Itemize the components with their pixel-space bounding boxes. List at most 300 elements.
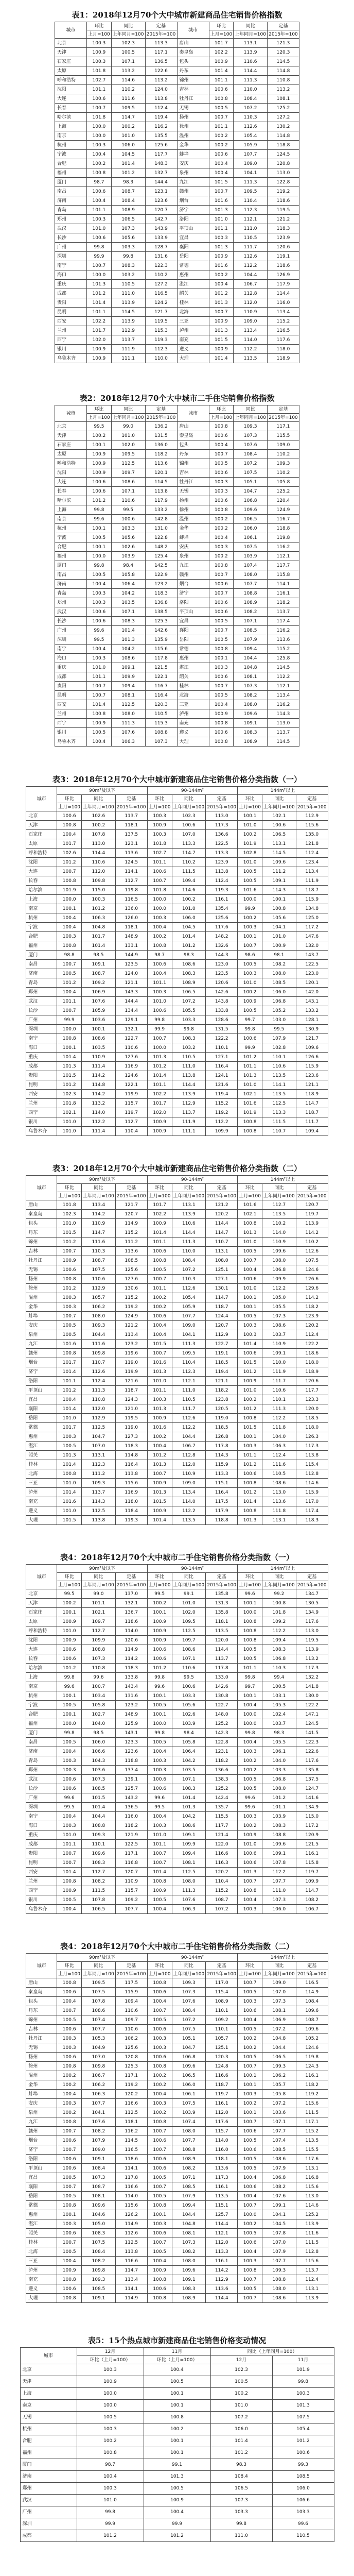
index-value: 105.2	[262, 1006, 296, 1015]
index-value: 110.4	[234, 196, 268, 206]
city-name: 金华	[177, 141, 209, 150]
city-name: 常德	[177, 261, 209, 270]
city-name: 西宁	[55, 335, 87, 345]
index-value: 110.9	[115, 1877, 147, 1886]
index-value: 112.2	[234, 345, 268, 354]
index-value: 126.0	[115, 913, 147, 923]
index-value: 100.1	[87, 524, 112, 533]
index-value: 125.3	[145, 617, 177, 626]
index-value: 104.8	[262, 2034, 296, 2043]
index-value: 108.7	[111, 187, 145, 196]
index-value: 108.5	[82, 2284, 116, 2294]
index-value: 100.9	[238, 997, 262, 1006]
table-row	[26, 1617, 328, 1626]
table-row	[55, 505, 299, 515]
index-value: 122.2	[206, 1034, 238, 1043]
table-row	[26, 1589, 328, 1599]
index-value: 100.6	[238, 2006, 262, 2015]
index-value: 99.6	[238, 1793, 262, 1803]
header-mom: 环比	[238, 1573, 262, 1581]
index-value: 113.9	[111, 317, 145, 326]
index-value: 125.6	[115, 1265, 147, 1275]
index-value: 109.0	[234, 159, 268, 168]
header-mom: 环比	[57, 795, 82, 803]
index-value: 117.7	[267, 561, 299, 570]
index-value: 104.1	[262, 2210, 296, 2219]
index-value: 100.1	[144, 2447, 210, 2459]
index-value: 106.2	[262, 2071, 296, 2080]
index-value: 111.3	[234, 178, 268, 187]
index-value: 101.1	[147, 1080, 172, 1090]
city-name: 大连	[26, 867, 57, 876]
table-row	[20, 2447, 334, 2459]
index-value: 131.6	[145, 252, 177, 261]
index-value: 100.6	[57, 1775, 82, 1784]
city-name: 兰州	[26, 1877, 57, 1886]
subheader-yoy: 上年同月=100	[172, 803, 206, 811]
index-value: 100.7	[147, 876, 172, 886]
table-row	[55, 308, 299, 317]
index-value: 107.1	[172, 1654, 206, 1664]
index-value: 100.9	[87, 450, 112, 459]
index-value: 123.6	[296, 1071, 328, 1080]
index-value: 101.1	[147, 1840, 172, 1849]
index-value: 131.6	[115, 1691, 147, 1701]
index-value: 110.4	[172, 1358, 206, 1367]
index-value: 107.4	[262, 2136, 296, 2145]
index-value: 101.5	[147, 1340, 172, 1349]
index-value: 101.3	[87, 280, 112, 289]
index-value: 105.8	[111, 570, 145, 580]
index-value: 113.0	[296, 1626, 328, 1636]
city-name: 天津	[26, 821, 57, 830]
index-value: 100.4	[147, 1747, 172, 1756]
city-name: 平顶山	[177, 224, 209, 233]
index-value: 106.5	[234, 515, 268, 524]
index-value: 111.0	[172, 1062, 206, 1071]
table-row	[26, 2238, 328, 2247]
subheader-mom: 上月=100	[238, 803, 262, 811]
table-row	[55, 94, 299, 104]
index-value: 107.7	[234, 150, 268, 159]
city-name: 吉林	[26, 1247, 57, 1256]
city-name: 北京	[26, 1589, 57, 1599]
index-value: 106.7	[82, 2071, 116, 2080]
table-row	[55, 39, 299, 48]
header-row	[26, 1573, 328, 1581]
subheader-yoy: 上年同月=100	[172, 1970, 206, 1978]
table-row	[55, 524, 299, 533]
index-value: 110.6	[115, 2025, 147, 2034]
index-value: 111.5	[172, 867, 206, 876]
index-value: 100.6	[238, 1275, 262, 1284]
table-row	[55, 317, 299, 326]
city-name: 北京	[55, 39, 87, 48]
subheader-fixed-base: 2015年=100	[296, 1581, 328, 1589]
index-value: 100.8	[147, 2201, 172, 2210]
index-value: 106.3	[82, 2090, 116, 2099]
index-value: 107.7	[82, 2025, 116, 2034]
index-value: 110.1	[262, 1053, 296, 1062]
index-value: 100.7	[209, 589, 234, 598]
index-value: 99.6	[147, 1793, 172, 1803]
index-value: 113.3	[172, 839, 206, 849]
city-name: 厦门	[26, 1728, 57, 1738]
index-value: 135.7	[206, 1803, 238, 1812]
table-row	[26, 2284, 328, 2294]
city-name: 北海	[177, 691, 209, 700]
index-value: 103.9	[172, 1719, 206, 1728]
index-value: 101.3	[144, 2471, 210, 2483]
index-value: 124.5	[115, 858, 147, 867]
city-name: 武汉	[55, 607, 87, 617]
header-fixed-base: 定基	[267, 405, 299, 414]
table-row	[26, 2025, 328, 2034]
table-row	[26, 1108, 328, 1117]
header-yoy: 同比	[262, 795, 296, 803]
index-value: 115.6	[115, 1479, 147, 1488]
index-value: 113.5	[262, 1071, 296, 1080]
index-value: 127.2	[267, 113, 299, 122]
index-value: 100.5	[147, 1265, 172, 1275]
index-value: 116.4	[115, 1460, 147, 1469]
table-row	[26, 1293, 328, 1302]
index-value: 100.7	[57, 1247, 82, 1256]
index-value: 100.8	[209, 719, 234, 728]
data-table	[55, 405, 299, 747]
index-value: 143.1	[296, 997, 328, 1006]
index-value: 103.5	[82, 1043, 116, 1053]
index-value: 114.7	[82, 1228, 116, 1238]
city-name: 桂林	[26, 1460, 57, 1469]
index-value: 100.6	[209, 150, 234, 159]
table-row	[55, 543, 299, 552]
table-row	[26, 1414, 328, 1423]
index-value: 106.0	[172, 913, 206, 923]
index-value: 141.6	[296, 1793, 328, 1803]
index-value: 101.2	[238, 1053, 262, 1062]
index-value: 109.1	[172, 2275, 206, 2284]
city-name: 无锡	[177, 487, 209, 496]
city-name: 呼和浩特	[55, 76, 87, 85]
index-value: 99.8	[272, 2376, 334, 2388]
index-value: 110.6	[234, 57, 268, 66]
index-value: 118.2	[206, 1756, 238, 1766]
index-value: 141.8	[296, 1682, 328, 1691]
index-value: 112.5	[262, 1099, 296, 1108]
index-value: 99.8	[238, 1728, 262, 1738]
index-value: 113.3	[206, 2247, 238, 2257]
index-value: 100.3	[238, 1321, 262, 1330]
index-value: 100.1	[57, 1710, 82, 1719]
index-value: 108.6	[172, 960, 206, 969]
index-value: 100.5	[238, 960, 262, 969]
index-value: 112.9	[296, 811, 328, 821]
index-value: 100.4	[57, 1812, 82, 1821]
index-value: 108.8	[234, 589, 268, 598]
index-value: 120.7	[296, 1200, 328, 1210]
index-value: 124.7	[296, 1784, 328, 1793]
index-value: 100.7	[147, 1849, 172, 1858]
index-value: 130.0	[296, 1691, 328, 1701]
index-value: 129.1	[115, 1015, 147, 1025]
table-row	[55, 645, 299, 654]
index-value: 113.1	[296, 2284, 328, 2294]
index-value: 99.7	[238, 1682, 262, 1691]
index-value: 100.8	[238, 1636, 262, 1645]
index-value: 100.9	[147, 1127, 172, 1136]
index-value: 114.0	[115, 2192, 147, 2201]
table-row	[26, 1358, 328, 1367]
index-value: 100.5	[147, 2015, 172, 2025]
city-name: 宜昌	[177, 233, 209, 243]
index-value: 102.7	[87, 76, 112, 85]
index-value: 100.7	[147, 2182, 172, 2192]
index-value: 116.5	[145, 289, 177, 298]
table-row	[55, 422, 299, 431]
index-value: 113.8	[172, 1071, 206, 1080]
index-value: 106.2	[82, 1302, 116, 1312]
index-value: 101.0	[238, 858, 262, 867]
header-yoy: 同比（上年同月=100）	[210, 2348, 334, 2356]
city-name: 石家庄	[26, 830, 57, 839]
index-value: 107.7	[172, 1312, 206, 1321]
index-value: 101.4	[87, 298, 112, 308]
index-value: 99.9	[87, 252, 112, 261]
city-name: 牡丹江	[177, 478, 209, 487]
city-name: 兰州	[26, 1099, 57, 1108]
index-value: 115.6	[115, 2201, 147, 2210]
index-value: 100.6	[209, 672, 234, 682]
index-value: 100.4	[57, 1395, 82, 1404]
index-value: 100.9	[147, 1479, 172, 1488]
index-value: 106.6	[82, 1747, 116, 1756]
city-name: 徐州	[177, 122, 209, 131]
index-value: 114.7	[172, 849, 206, 858]
index-value: 101.3	[209, 326, 234, 335]
table-row	[26, 1367, 328, 1377]
index-value: 108.2	[82, 1877, 116, 1886]
index-value: 99.8	[238, 1673, 262, 1682]
city-name: 银川	[26, 1117, 57, 1127]
index-value: 101.7	[209, 39, 234, 48]
index-value: 102.3	[57, 1210, 82, 1219]
header-city: 城市	[177, 22, 209, 39]
city-name: 平顶山	[177, 607, 209, 617]
index-value: 134.9	[296, 1803, 328, 1812]
index-value: 117.1	[115, 2071, 147, 2080]
index-value: 107.8	[82, 830, 116, 839]
table-row	[26, 1636, 328, 1645]
index-value: 131.3	[206, 1599, 238, 1608]
index-value: 100.7	[57, 1858, 82, 1868]
index-value: 100.6	[238, 2127, 262, 2136]
index-value: 99.8	[87, 243, 112, 252]
table-row	[55, 57, 299, 66]
table-row	[20, 2435, 334, 2447]
index-value: 109.9	[262, 1275, 296, 1284]
index-value: 100.9	[87, 48, 112, 57]
index-value: 100.7	[147, 2006, 172, 2015]
index-value: 113.1	[82, 1451, 116, 1460]
index-value: 122.8	[267, 178, 299, 187]
table-row	[26, 1127, 328, 1136]
index-value: 122.0	[206, 1840, 238, 1849]
subheader-mom: 上月=100	[147, 1970, 172, 1978]
index-value: 100.4	[238, 1265, 262, 1275]
index-value: 112.4	[206, 876, 238, 886]
index-value: 120.7	[115, 1868, 147, 1877]
table-row	[26, 1608, 328, 1617]
city-name: 广州	[55, 243, 87, 252]
index-value: 99.8	[57, 1673, 82, 1682]
index-value: 112.2	[262, 1868, 296, 1877]
index-value: 108.2	[262, 960, 296, 969]
index-value: 101.1	[209, 76, 234, 85]
table-title: 表2：2018年12月70个大中城市二手住宅销售价格指数	[79, 394, 275, 403]
index-value: 123.5	[115, 960, 147, 969]
index-value: 104.4	[82, 1812, 116, 1821]
index-value: 127.1	[206, 1053, 238, 1062]
index-value: 109.6	[82, 1849, 116, 1858]
city-name: 湛江	[177, 663, 209, 672]
index-value: 111.5	[262, 1117, 296, 1127]
city-name: 湛江	[26, 2219, 57, 2229]
header-area-group: 90m²及以下	[57, 787, 147, 795]
index-value: 118.8	[267, 524, 299, 533]
index-value: 100.8	[87, 168, 112, 178]
index-value: 106.2	[115, 2034, 147, 2043]
index-value: 100.4	[238, 2015, 262, 2025]
index-value: 108.4	[234, 94, 268, 104]
index-value: 112.6	[234, 122, 268, 131]
index-value: 116.6	[115, 2099, 147, 2108]
index-value: 128.7	[145, 243, 177, 252]
index-value: 110.9	[172, 1469, 206, 1479]
index-value: 113.5	[296, 2136, 328, 2145]
index-value: 99.8	[210, 2518, 272, 2530]
index-value: 101.8	[147, 886, 172, 895]
index-value: 112.5	[111, 459, 145, 468]
index-value: 108.9	[234, 737, 268, 747]
city-name: 襄阳	[177, 626, 209, 635]
city-name: 韶关	[177, 289, 209, 298]
index-value: 106.6	[272, 2495, 334, 2506]
index-value: 100.1	[238, 1302, 262, 1312]
city-name: 青岛	[55, 206, 87, 215]
subheader-december: 12月	[210, 2356, 272, 2364]
city-name: 遵义	[177, 345, 209, 354]
index-value: 109.4	[111, 682, 145, 691]
index-value: 109.1	[262, 1849, 296, 1858]
index-value: 100.2	[147, 2080, 172, 2090]
subheader-mom: 上月=100	[87, 414, 112, 422]
city-name: 银川	[55, 345, 87, 354]
table-row	[26, 1840, 328, 1849]
index-value: 104.2	[172, 1756, 206, 1766]
index-value: 105.6	[111, 233, 145, 243]
index-value: 108.4	[296, 1997, 328, 2006]
city-name: 济宁	[177, 206, 209, 215]
index-value: 122.5	[206, 839, 238, 849]
index-value: 109.9	[111, 672, 145, 682]
index-value: 100.7	[147, 2238, 172, 2247]
index-value: 99.7	[238, 1015, 262, 1025]
index-value: 118.6	[115, 1617, 147, 1626]
index-value: 111.0	[111, 289, 145, 298]
index-value: 100.6	[87, 617, 112, 626]
city-name: 南京	[26, 1682, 57, 1691]
index-value: 108.7	[82, 2182, 116, 2192]
index-value: 113.5	[262, 1090, 296, 1099]
index-value: 101.0	[57, 1626, 82, 1636]
index-value: 121.1	[206, 1377, 238, 1386]
index-value: 101.7	[57, 1358, 82, 1367]
index-value: 100.7	[209, 570, 234, 580]
index-value: 100.4	[147, 1321, 172, 1330]
city-name: 大连	[55, 478, 87, 487]
index-value: 103.9	[111, 552, 145, 561]
index-value: 99.8	[147, 1728, 172, 1738]
header-yoy: 同比	[82, 1184, 116, 1192]
index-value: 113.3	[145, 39, 177, 48]
city-name: 广州	[20, 2506, 77, 2518]
table-row	[55, 468, 299, 478]
index-value: 115.9	[206, 1460, 238, 1469]
index-value: 100.8	[209, 737, 234, 747]
index-value: 111.0	[262, 1886, 296, 1895]
index-value: 100.4	[147, 1905, 172, 1914]
index-value: 100.3	[87, 589, 112, 598]
index-value: 119.1	[267, 252, 299, 261]
city-name: 蚌埠	[177, 533, 209, 543]
index-value: 118.8	[267, 141, 299, 150]
index-value: 132.6	[206, 941, 238, 951]
index-value: 111.1	[111, 354, 145, 363]
index-value: 100.9	[209, 57, 234, 66]
index-value: 99.6	[272, 2518, 334, 2530]
index-value: 104.8	[82, 923, 116, 932]
index-value: 101.0	[57, 1117, 82, 1127]
index-value: 120.3	[267, 48, 299, 57]
index-value: 106.5	[172, 988, 206, 997]
index-value: 109.3	[82, 2275, 116, 2284]
index-value: 101.4	[172, 932, 206, 941]
header-november: 11月	[144, 2348, 210, 2356]
index-value: 119.7	[296, 1210, 328, 1219]
index-value: 107.2	[210, 2412, 272, 2424]
index-value: 98.8	[57, 951, 82, 960]
index-value: 118.0	[296, 1358, 328, 1367]
index-value: 99.8	[147, 1015, 172, 1025]
index-value: 100.6	[87, 187, 112, 196]
index-value: 113.7	[115, 811, 147, 821]
index-value: 101.2	[238, 1488, 262, 1497]
index-value: 120.1	[145, 468, 177, 478]
header-yoy: 同比	[262, 1962, 296, 1970]
index-value: 116.2	[115, 2127, 147, 2136]
index-value: 107.0	[262, 1988, 296, 1997]
index-value: 104.4	[172, 1432, 206, 1442]
index-value: 115.5	[206, 1812, 238, 1821]
index-value: 100.6	[209, 496, 234, 505]
city-name: 福州	[26, 1719, 57, 1728]
index-value: 100.2	[238, 988, 262, 997]
index-value: 101.5	[147, 1497, 172, 1506]
header-city: 城市	[20, 2348, 77, 2364]
index-value: 106.1	[234, 533, 268, 543]
index-value: 100.5	[57, 969, 82, 978]
